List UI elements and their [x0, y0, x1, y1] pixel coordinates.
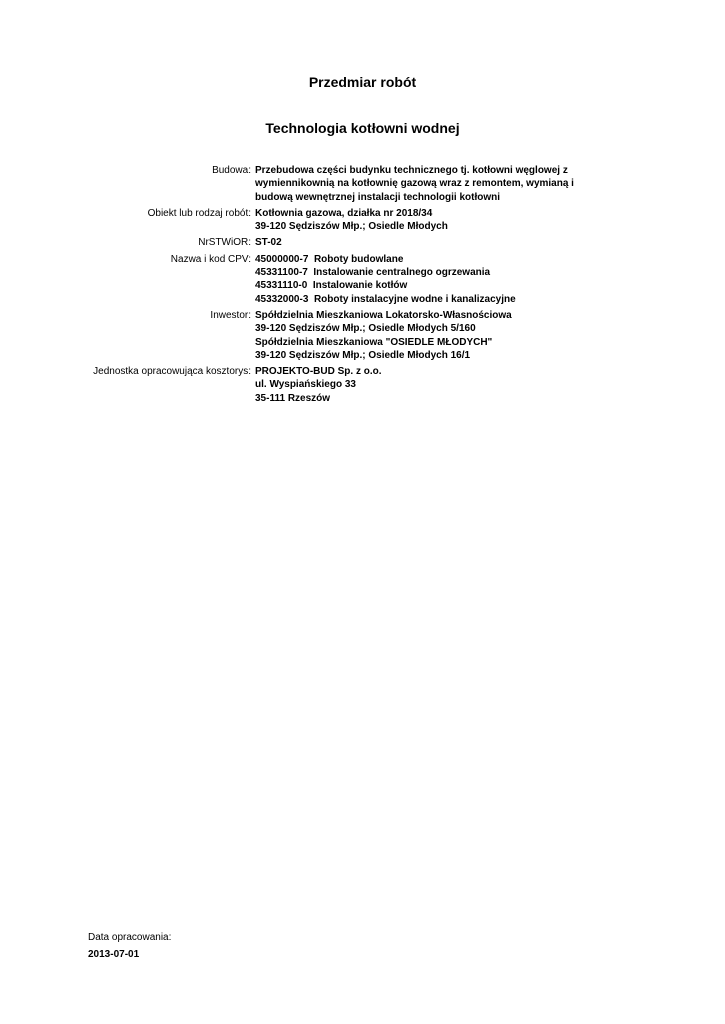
field-value-inwestor [255, 309, 595, 362]
value-line: 39-120 Sędziszów Młp.; Osiedle Młodych 16/1 [255, 349, 471, 361]
field-inwestor [0, 309, 725, 362]
field-value-cpv [255, 253, 595, 306]
field-label-jednostka: Jednostka opracowująca kosztorys: [93, 366, 251, 378]
field-value-budowa [255, 164, 595, 204]
field-budowa [0, 164, 725, 204]
field-label-obiekt: Obiekt lub rodzaj robót: [147, 207, 251, 219]
value-line: Kotłownia gazowa, działka nr 2018/34 [255, 207, 433, 219]
value-line: 45332000-3 Roboty instalacyjne wodne i kanalizacyjne [255, 293, 516, 305]
value-line: Spółdzielnia Mieszkaniowa Lokatorsko-Własnościowa [255, 309, 512, 321]
value-line: ul. Wyspiańskiego 33 [255, 379, 356, 391]
date-label: Data opracowania: [88, 932, 172, 943]
field-cpv [0, 253, 725, 306]
date-value: 2013-07-01 [88, 949, 140, 960]
field-label-nrstwior: NrSTWiOR: [198, 237, 251, 249]
field-label-inwestor: Inwestor: [210, 309, 251, 321]
field-value-nrstwior [255, 236, 595, 249]
field-label-cpv: Nazwa i kod CPV: [170, 253, 251, 265]
value-line: 39-120 Sędziszów Młp.; Osiedle Młodych [255, 221, 448, 233]
field-label-budowa: Budowa: [212, 165, 251, 176]
value-line: 45331100-7 Instalowanie centralnego ogrzewania [255, 267, 491, 279]
value-line: ST-02 [255, 237, 282, 249]
field-nrstwior [0, 236, 725, 249]
value-line: budową wewnętrznej instalacji technologii kotłowni [255, 191, 501, 203]
page-title: Przedmiar robót [308, 74, 417, 90]
field-value-obiekt [255, 207, 595, 234]
value-line: PROJEKTO-BUD Sp. z o.o. [255, 366, 382, 378]
field-jednostka [0, 365, 725, 405]
value-line: 45331110-0 Instalowanie kotłów [255, 280, 408, 292]
value-line: Przebudowa części budynku technicznego tj. kotłowni węglowej z [255, 165, 568, 176]
value-line: wymiennikownią na kotłownię gazową wraz z remontem, wymianą i [255, 178, 574, 190]
value-line: 45000000-7 Roboty budowlane [255, 253, 404, 265]
field-value-jednostka [255, 365, 595, 405]
value-line: 35-111 Rzeszów [255, 392, 331, 404]
value-line: 39-120 Sędziszów Młp.; Osiedle Młodych 5/160 [255, 323, 476, 335]
value-line: Spółdzielnia Mieszkaniowa "OSIEDLE MŁODYCH" [255, 336, 493, 348]
page-subtitle: Technologia kotłowni wodnej [265, 120, 460, 136]
document-fields [0, 164, 725, 408]
field-obiekt [0, 207, 725, 234]
